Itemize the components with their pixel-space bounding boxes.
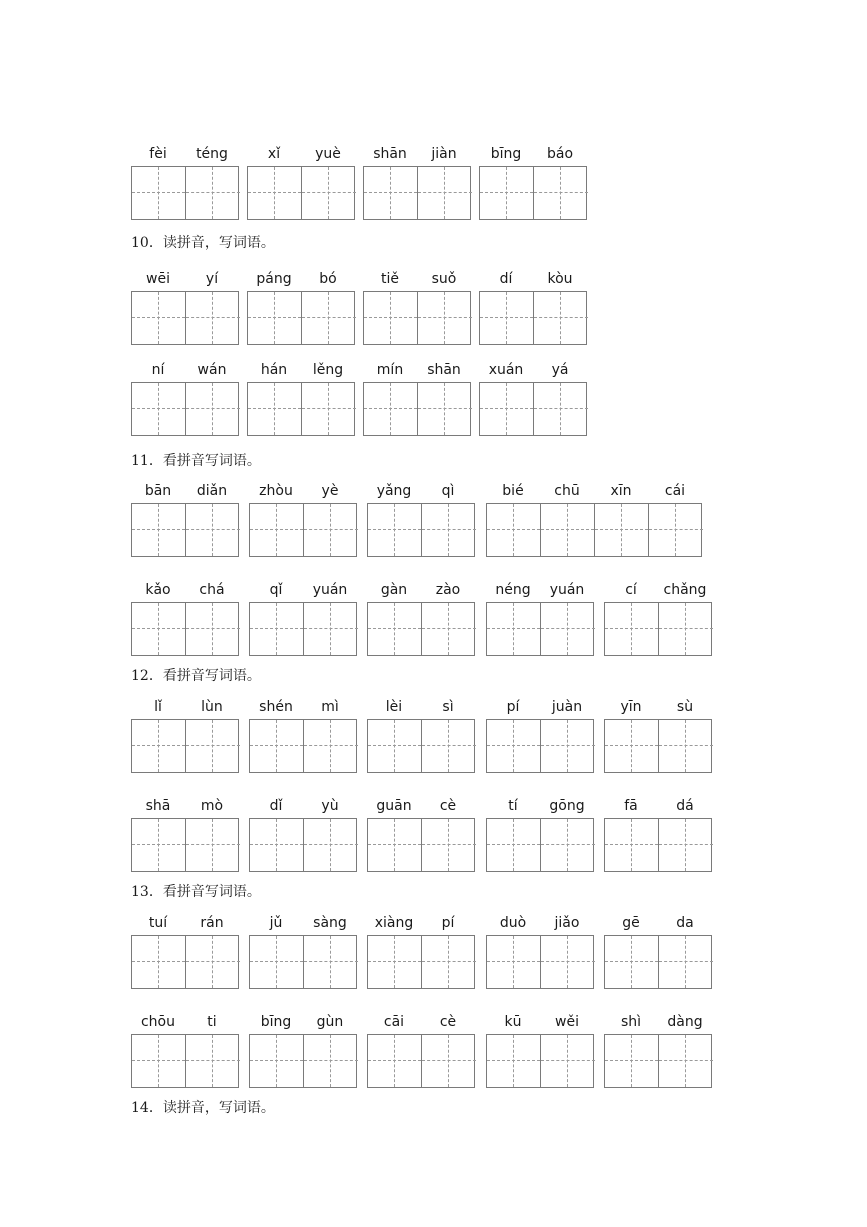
tianzige-cell[interactable] — [368, 936, 422, 988]
tianzige-cell[interactable] — [302, 167, 356, 219]
tianzige-cell[interactable] — [649, 504, 703, 556]
word-group — [249, 579, 357, 659]
tianzige-boxes — [363, 382, 471, 436]
tianzige-cell[interactable] — [418, 383, 472, 435]
word-group — [249, 696, 357, 776]
pinyin-label: jǔ — [269, 915, 283, 931]
word-group — [367, 696, 475, 776]
word-group — [363, 359, 471, 439]
pinyin-label: tí — [508, 798, 518, 814]
tianzige-cell[interactable] — [480, 383, 534, 435]
tianzige-cell[interactable] — [659, 1035, 713, 1087]
word-row — [0, 912, 867, 992]
pinyin-label: téng — [196, 146, 228, 162]
tianzige-cell[interactable] — [132, 504, 186, 556]
pinyin-label: páng — [256, 271, 292, 287]
tianzige-cell[interactable] — [534, 167, 588, 219]
pinyin-label: bié — [502, 483, 524, 499]
pinyin-label: tuí — [148, 915, 168, 931]
tianzige-boxes — [367, 602, 475, 656]
tianzige-boxes — [367, 1034, 475, 1088]
tianzige-cell[interactable] — [534, 292, 588, 344]
pinyin-label: xuán — [488, 362, 524, 378]
pinyin-label: bān — [144, 483, 172, 499]
pinyin-label: cāi — [383, 1014, 405, 1030]
pinyin-label: shān — [427, 362, 461, 378]
pinyin-label: lǐ — [154, 699, 162, 715]
word-group — [131, 268, 239, 348]
tianzige-boxes — [131, 1034, 239, 1088]
tianzige-cell[interactable] — [132, 603, 186, 655]
tianzige-boxes — [249, 602, 357, 656]
tianzige-cell[interactable] — [368, 1035, 422, 1087]
pinyin-label: pí — [441, 915, 455, 931]
pinyin-label: shén — [259, 699, 293, 715]
tianzige-boxes — [367, 818, 475, 872]
tianzige-cell[interactable] — [422, 720, 476, 772]
pinyin-label: shì — [620, 1014, 642, 1030]
pinyin-label: ti — [207, 1014, 217, 1030]
pinyin-label: jiǎo — [554, 915, 580, 931]
tianzige-cell[interactable] — [304, 819, 358, 871]
pinyin-label: cè — [439, 1014, 457, 1030]
tianzige-boxes — [249, 818, 357, 872]
tianzige-boxes — [131, 818, 239, 872]
pinyin-label: guān — [376, 798, 412, 814]
pinyin-label: lěng — [312, 362, 344, 378]
question-heading: 14．读拼音，写词语。 — [131, 1100, 275, 1116]
pinyin-label: wán — [197, 362, 227, 378]
tianzige-cell[interactable] — [422, 819, 476, 871]
question-heading: 10．读拼音，写词语。 — [131, 235, 275, 251]
pinyin-label: fā — [624, 798, 638, 814]
word-group — [249, 480, 357, 560]
word-group — [486, 696, 594, 776]
tianzige-cell[interactable] — [248, 167, 302, 219]
word-group — [131, 359, 239, 439]
tianzige-cell[interactable] — [422, 603, 476, 655]
word-group — [367, 912, 475, 992]
tianzige-cell[interactable] — [132, 383, 186, 435]
word-group — [604, 1011, 712, 1091]
word-group — [131, 480, 239, 560]
tianzige-boxes — [486, 1034, 594, 1088]
tianzige-cell[interactable] — [250, 936, 304, 988]
tianzige-boxes — [604, 935, 712, 989]
tianzige-cell[interactable] — [659, 603, 713, 655]
pinyin-label: mín — [376, 362, 404, 378]
pinyin-label: bīng — [260, 1014, 292, 1030]
tianzige-cell[interactable] — [541, 603, 595, 655]
word-group — [479, 268, 587, 348]
pinyin-label: yuè — [315, 146, 341, 162]
tianzige-cell[interactable] — [248, 292, 302, 344]
tianzige-cell[interactable] — [605, 720, 659, 772]
tianzige-boxes — [604, 818, 712, 872]
tianzige-boxes — [131, 935, 239, 989]
pinyin-label: wěi — [555, 1014, 579, 1030]
tianzige-boxes — [367, 935, 475, 989]
pinyin-label: duò — [499, 915, 527, 931]
tianzige-boxes — [249, 935, 357, 989]
tianzige-boxes — [486, 719, 594, 773]
question-heading: 12．看拼音写词语。 — [131, 668, 261, 684]
word-group — [131, 143, 239, 223]
tianzige-cell[interactable] — [480, 292, 534, 344]
tianzige-cell[interactable] — [186, 819, 240, 871]
word-group — [604, 696, 712, 776]
tianzige-boxes — [131, 503, 239, 557]
word-group — [247, 359, 355, 439]
tianzige-cell[interactable] — [132, 819, 186, 871]
pinyin-label: kòu — [547, 271, 573, 287]
tianzige-cell[interactable] — [487, 504, 541, 556]
tianzige-cell[interactable] — [132, 292, 186, 344]
tianzige-cell[interactable] — [186, 720, 240, 772]
pinyin-label: bó — [319, 271, 337, 287]
tianzige-boxes — [131, 166, 239, 220]
pinyin-label: cái — [664, 483, 686, 499]
word-group — [486, 795, 594, 875]
word-group — [131, 795, 239, 875]
tianzige-boxes — [249, 719, 357, 773]
tianzige-boxes — [604, 1034, 712, 1088]
tianzige-cell[interactable] — [248, 383, 302, 435]
tianzige-cell[interactable] — [250, 603, 304, 655]
pinyin-label: bīng — [490, 146, 522, 162]
pinyin-label: dàng — [667, 1014, 703, 1030]
pinyin-label: xǐ — [267, 146, 281, 162]
pinyin-label: gàn — [380, 582, 408, 598]
tianzige-cell[interactable] — [304, 504, 358, 556]
tianzige-boxes — [367, 503, 475, 557]
pinyin-label: xīn — [610, 483, 632, 499]
tianzige-boxes — [486, 935, 594, 989]
tianzige-boxes — [479, 166, 587, 220]
pinyin-label: yí — [205, 271, 219, 287]
tianzige-boxes — [363, 166, 471, 220]
tianzige-cell[interactable] — [186, 167, 240, 219]
pinyin-label: lùn — [201, 699, 223, 715]
word-group — [249, 1011, 357, 1091]
tianzige-boxes — [131, 382, 239, 436]
word-group — [367, 480, 475, 560]
tianzige-cell[interactable] — [659, 819, 713, 871]
word-group — [486, 579, 594, 659]
tianzige-cell[interactable] — [422, 936, 476, 988]
tianzige-boxes — [479, 291, 587, 345]
tianzige-cell[interactable] — [186, 1035, 240, 1087]
pinyin-label: hán — [260, 362, 288, 378]
pinyin-label: shā — [145, 798, 171, 814]
word-group — [486, 480, 702, 560]
pinyin-label: da — [676, 915, 694, 931]
tianzige-cell[interactable] — [364, 167, 418, 219]
word-group — [604, 795, 712, 875]
word-group — [486, 1011, 594, 1091]
tianzige-cell[interactable] — [302, 383, 356, 435]
pinyin-label: gē — [622, 915, 640, 931]
tianzige-boxes — [247, 382, 355, 436]
tianzige-boxes — [486, 818, 594, 872]
pinyin-label: rán — [200, 915, 224, 931]
tianzige-cell[interactable] — [480, 167, 534, 219]
tianzige-cell[interactable] — [541, 1035, 595, 1087]
pinyin-label: cí — [625, 582, 637, 598]
word-group — [249, 795, 357, 875]
word-group — [363, 143, 471, 223]
word-row — [0, 696, 867, 776]
word-group — [367, 795, 475, 875]
tianzige-cell[interactable] — [186, 504, 240, 556]
word-row — [0, 795, 867, 875]
tianzige-cell[interactable] — [487, 603, 541, 655]
question-heading: 11．看拼音写词语。 — [131, 453, 261, 469]
pinyin-label: jiàn — [431, 146, 457, 162]
pinyin-label: yīn — [620, 699, 642, 715]
tianzige-boxes — [131, 602, 239, 656]
pinyin-label: pí — [506, 699, 520, 715]
tianzige-cell[interactable] — [605, 936, 659, 988]
tianzige-cell[interactable] — [605, 603, 659, 655]
pinyin-label: ní — [151, 362, 165, 378]
tianzige-boxes — [486, 503, 702, 557]
word-row — [0, 359, 867, 439]
tianzige-cell[interactable] — [250, 504, 304, 556]
pinyin-label: yè — [321, 483, 339, 499]
pinyin-label: yǎng — [376, 483, 412, 499]
pinyin-label: qǐ — [269, 582, 283, 598]
pinyin-label: zhòu — [259, 483, 293, 499]
word-group — [249, 912, 357, 992]
word-row — [0, 143, 867, 223]
word-row — [0, 579, 867, 659]
pinyin-label: yuán — [312, 582, 348, 598]
tianzige-cell[interactable] — [132, 167, 186, 219]
tianzige-boxes — [247, 166, 355, 220]
pinyin-label: suǒ — [431, 271, 457, 287]
tianzige-cell[interactable] — [487, 819, 541, 871]
tianzige-cell[interactable] — [132, 936, 186, 988]
pinyin-label: wēi — [146, 271, 170, 287]
tianzige-cell[interactable] — [534, 383, 588, 435]
tianzige-boxes — [479, 382, 587, 436]
tianzige-cell[interactable] — [304, 1035, 358, 1087]
tianzige-cell[interactable] — [659, 936, 713, 988]
pinyin-label: tiě — [381, 271, 399, 287]
tianzige-boxes — [249, 503, 357, 557]
word-group — [131, 1011, 239, 1091]
tianzige-cell[interactable] — [605, 819, 659, 871]
pinyin-label: báo — [546, 146, 574, 162]
tianzige-cell[interactable] — [541, 504, 595, 556]
tianzige-cell[interactable] — [368, 603, 422, 655]
tianzige-cell[interactable] — [368, 720, 422, 772]
pinyin-label: zào — [435, 582, 461, 598]
word-row — [0, 480, 867, 560]
word-group — [367, 1011, 475, 1091]
word-group — [131, 696, 239, 776]
pinyin-label: mì — [321, 699, 339, 715]
tianzige-cell[interactable] — [487, 1035, 541, 1087]
tianzige-cell[interactable] — [186, 292, 240, 344]
tianzige-cell[interactable] — [302, 292, 356, 344]
tianzige-cell[interactable] — [186, 936, 240, 988]
word-group — [479, 143, 587, 223]
tianzige-cell[interactable] — [418, 292, 472, 344]
question-heading: 13．看拼音写词语。 — [131, 884, 261, 900]
tianzige-cell[interactable] — [541, 936, 595, 988]
tianzige-cell[interactable] — [418, 167, 472, 219]
word-group — [131, 912, 239, 992]
pinyin-label: mò — [200, 798, 224, 814]
word-group — [486, 912, 594, 992]
pinyin-label: diǎn — [196, 483, 228, 499]
word-group — [363, 268, 471, 348]
tianzige-cell[interactable] — [541, 819, 595, 871]
word-row — [0, 268, 867, 348]
pinyin-label: sì — [442, 699, 454, 715]
tianzige-cell[interactable] — [250, 720, 304, 772]
tianzige-boxes — [247, 291, 355, 345]
pinyin-label: gùn — [316, 1014, 344, 1030]
tianzige-cell[interactable] — [368, 504, 422, 556]
tianzige-cell[interactable] — [422, 504, 476, 556]
tianzige-boxes — [363, 291, 471, 345]
tianzige-cell[interactable] — [132, 1035, 186, 1087]
pinyin-label: chū — [554, 483, 580, 499]
pinyin-label: kū — [504, 1014, 522, 1030]
tianzige-cell[interactable] — [186, 383, 240, 435]
tianzige-boxes — [249, 1034, 357, 1088]
tianzige-cell[interactable] — [364, 292, 418, 344]
tianzige-boxes — [486, 602, 594, 656]
word-group — [604, 912, 712, 992]
pinyin-label: chá — [199, 582, 225, 598]
tianzige-cell[interactable] — [487, 936, 541, 988]
pinyin-label: shān — [373, 146, 407, 162]
word-group — [247, 268, 355, 348]
tianzige-cell[interactable] — [595, 504, 649, 556]
tianzige-cell[interactable] — [186, 603, 240, 655]
tianzige-cell[interactable] — [368, 819, 422, 871]
tianzige-boxes — [604, 719, 712, 773]
pinyin-label: dá — [676, 798, 694, 814]
pinyin-label: yù — [321, 798, 339, 814]
pinyin-label: xiàng — [374, 915, 414, 931]
pinyin-label: cè — [439, 798, 457, 814]
word-group — [367, 579, 475, 659]
pinyin-label: gōng — [549, 798, 585, 814]
tianzige-cell[interactable] — [304, 936, 358, 988]
pinyin-label: chōu — [140, 1014, 175, 1030]
pinyin-label: dǐ — [269, 798, 283, 814]
tianzige-cell[interactable] — [541, 720, 595, 772]
tianzige-cell[interactable] — [422, 1035, 476, 1087]
pinyin-label: kǎo — [145, 582, 171, 598]
tianzige-cell[interactable] — [487, 720, 541, 772]
tianzige-cell[interactable] — [605, 1035, 659, 1087]
word-row — [0, 1011, 867, 1091]
pinyin-label: fèi — [149, 146, 167, 162]
tianzige-cell[interactable] — [250, 1035, 304, 1087]
pinyin-label: yá — [551, 362, 569, 378]
pinyin-label: lèi — [385, 699, 403, 715]
pinyin-label: sàng — [313, 915, 347, 931]
word-group — [479, 359, 587, 439]
tianzige-boxes — [131, 719, 239, 773]
pinyin-label: yuán — [549, 582, 585, 598]
tianzige-boxes — [367, 719, 475, 773]
word-group — [604, 579, 712, 659]
pinyin-label: dí — [499, 271, 513, 287]
tianzige-cell[interactable] — [304, 720, 358, 772]
pinyin-label: qì — [441, 483, 455, 499]
word-group — [131, 579, 239, 659]
pinyin-label: chǎng — [663, 582, 707, 598]
pinyin-label: néng — [495, 582, 531, 598]
tianzige-cell[interactable] — [132, 720, 186, 772]
word-group — [247, 143, 355, 223]
tianzige-cell[interactable] — [304, 603, 358, 655]
pinyin-label: juàn — [551, 699, 583, 715]
pinyin-label: sù — [676, 699, 694, 715]
tianzige-cell[interactable] — [659, 720, 713, 772]
tianzige-cell[interactable] — [250, 819, 304, 871]
tianzige-boxes — [604, 602, 712, 656]
tianzige-cell[interactable] — [364, 383, 418, 435]
tianzige-boxes — [131, 291, 239, 345]
